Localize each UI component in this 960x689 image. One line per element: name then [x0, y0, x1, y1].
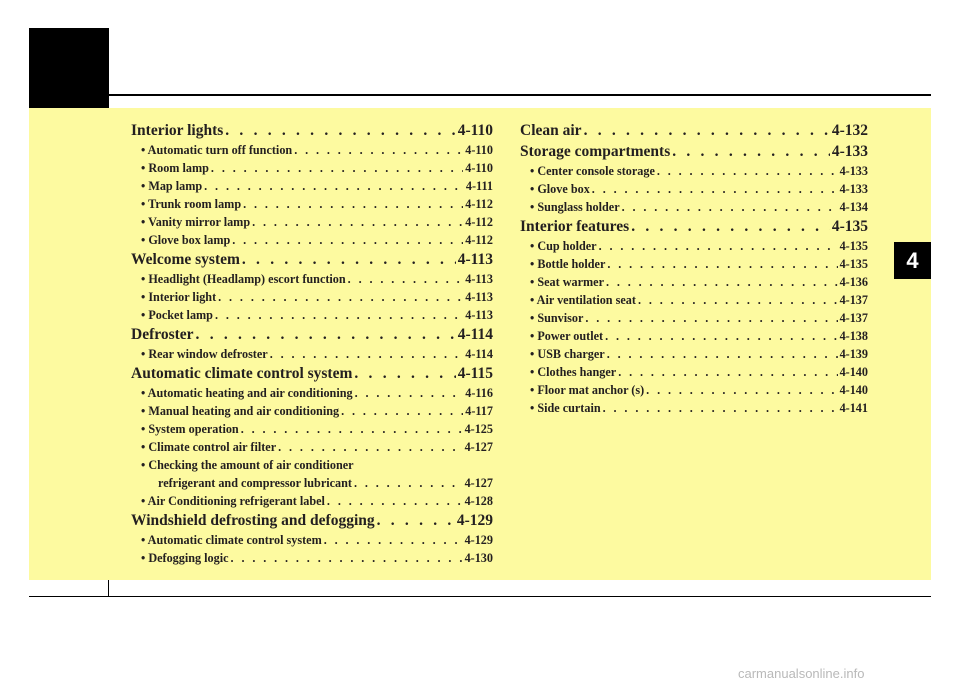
dot-leader	[585, 309, 837, 327]
toc-page-number: 4-114	[457, 326, 493, 343]
toc-entry-title: • Glove box	[530, 182, 590, 196]
toc-subsection-entry[interactable]	[520, 198, 868, 216]
toc-page-number: 4-113	[457, 251, 493, 268]
toc-section-entry[interactable]	[131, 510, 493, 531]
dot-leader	[355, 384, 464, 402]
toc-entry-title: • Headlight (Headlamp) escort function	[141, 272, 346, 286]
toc-subsection-entry[interactable]	[131, 402, 493, 420]
toc-page-number: 4-116	[465, 386, 493, 400]
dot-leader	[204, 177, 464, 195]
toc-subsection-entry[interactable]	[520, 363, 868, 381]
dot-leader	[225, 120, 455, 141]
toc-entry-title: • Manual heating and air conditioning	[141, 404, 340, 418]
dot-leader	[327, 492, 463, 510]
toc-entry-title: Interior features	[520, 218, 630, 235]
toc-entry-title: refrigerant and compressor lubricant	[158, 476, 352, 490]
toc-entry-title: • Center console storage	[530, 164, 655, 178]
toc-page-number: 4-110	[465, 161, 493, 175]
toc-subsection-entry[interactable]	[131, 345, 493, 363]
toc-subsection-entry[interactable]	[131, 270, 493, 288]
watermark: carmanualsonline.info	[738, 666, 865, 681]
toc-entry-title: Defroster	[131, 326, 194, 343]
toc-page-number: 4-140	[839, 383, 868, 397]
toc-page-number: 4-135	[839, 257, 868, 271]
dot-leader	[243, 195, 463, 213]
toc-page-number: 4-140	[839, 365, 868, 379]
toc-page-number: 4-139	[839, 347, 868, 361]
toc-page-number: 4-112	[465, 197, 493, 211]
toc-entry-title: • System operation	[141, 422, 239, 436]
toc-entry-title: • Interior light	[141, 290, 217, 304]
toc-entry-title: • Clothes hanger	[530, 365, 617, 379]
dot-leader	[341, 402, 463, 420]
dot-leader	[599, 237, 838, 255]
toc-page-number: 4-135	[831, 218, 868, 235]
toc-page-number: 4-141	[839, 401, 868, 415]
toc-right-column	[520, 120, 868, 417]
toc-section-entry[interactable]	[520, 120, 868, 141]
toc-entry-title: Welcome system	[131, 251, 240, 268]
toc-entry-title: • Vanity mirror lamp	[141, 215, 251, 229]
toc-subsection-entry[interactable]	[520, 291, 868, 309]
toc-page-number: 4-129	[464, 533, 493, 547]
dot-leader	[618, 363, 837, 381]
toc-entry-title: Storage compartments	[520, 143, 671, 160]
toc-subsection-entry[interactable]	[131, 420, 493, 438]
toc-subsection-entry[interactable]	[131, 213, 493, 231]
dot-leader	[584, 120, 830, 141]
dot-leader	[270, 345, 464, 363]
toc-subsection-entry[interactable]	[131, 141, 493, 159]
dot-leader	[241, 420, 463, 438]
toc-entry-text[interactable]: • Checking the amount of air conditioner	[141, 458, 354, 472]
toc-page-number: 4-113	[465, 272, 493, 286]
toc-page-number: 4-138	[839, 329, 868, 343]
toc-subsection-entry[interactable]	[131, 438, 493, 456]
toc-page-number: 4-113	[465, 308, 493, 322]
toc-entry-title: • Climate control air filter	[141, 440, 277, 454]
toc-page-number: 4-112	[465, 215, 493, 229]
toc-subsection-entry[interactable]	[131, 288, 493, 306]
toc-subsection-entry[interactable]	[131, 474, 493, 492]
toc-entry-title: • Sunvisor	[530, 311, 584, 325]
toc-section-entry[interactable]	[520, 216, 868, 237]
dot-leader	[232, 231, 463, 249]
dot-leader	[638, 291, 838, 309]
dot-leader	[631, 216, 830, 237]
toc-entry-title: • Rear window defroster	[141, 347, 268, 361]
toc-left-column	[131, 120, 493, 567]
toc-subsection-entry[interactable]	[131, 231, 493, 249]
dot-leader	[607, 345, 838, 363]
toc-page-number: 4-114	[465, 347, 493, 361]
toc-entry-title: • Seat warmer	[530, 275, 604, 289]
toc-page-number: 4-127	[464, 476, 493, 490]
toc-entry-title: • Glove box lamp	[141, 233, 231, 247]
dot-leader	[354, 474, 463, 492]
dot-leader	[605, 327, 837, 345]
toc-entry-title: • Trunk room lamp	[141, 197, 242, 211]
toc-entry-title: • Pocket lamp	[141, 308, 213, 322]
toc-section-entry[interactable]	[131, 120, 493, 141]
dot-leader	[354, 363, 455, 384]
toc-entry-title: • Defogging logic	[141, 551, 229, 565]
dot-leader	[657, 162, 838, 180]
toc-page-number: 4-129	[456, 512, 493, 529]
toc-page-number: 4-134	[839, 200, 868, 214]
dot-leader	[646, 381, 837, 399]
toc-entry-title: • Air Conditioning refrigerant label	[141, 494, 325, 508]
dot-leader	[211, 159, 463, 177]
dot-leader	[215, 306, 463, 324]
toc-subsection-entry[interactable]	[131, 549, 493, 567]
toc-section-entry[interactable]	[131, 363, 493, 384]
toc-page-number: 4-115	[457, 365, 493, 382]
toc-page-number: 4-137	[839, 311, 868, 325]
dot-leader	[218, 288, 463, 306]
footer-rule	[29, 596, 931, 597]
header-rule	[108, 94, 931, 96]
toc-section-entry[interactable]	[520, 141, 868, 162]
toc-page-number: 4-136	[839, 275, 868, 289]
toc-entry-title: • Floor mat anchor (s)	[530, 383, 645, 397]
toc-subsection-entry[interactable]	[520, 327, 868, 345]
dot-leader	[252, 213, 463, 231]
toc-page-number: 4-137	[839, 293, 868, 307]
dot-leader	[622, 198, 838, 216]
toc-subsection-entry[interactable]	[520, 237, 868, 255]
toc-entry-title: • Power outlet	[530, 329, 604, 343]
chapter-header-block	[29, 28, 108, 108]
toc-entry-title: • Automatic turn off function	[141, 143, 293, 157]
toc-entry-title: • Automatic climate control system	[141, 533, 322, 547]
toc-entry-title: • Map lamp	[141, 179, 203, 193]
toc-entry-title: • Room lamp	[141, 161, 209, 175]
toc-entry-title: • Air ventilation seat	[530, 293, 636, 307]
toc-page-number: 4-111	[465, 179, 493, 193]
toc-subsection-entry[interactable]	[520, 381, 868, 399]
toc-subsection-entry[interactable]	[131, 531, 493, 549]
toc-page-number: 4-135	[839, 239, 868, 253]
toc-page-number: 4-127	[464, 440, 493, 454]
dot-leader	[603, 399, 838, 417]
toc-subsection-entry[interactable]	[520, 180, 868, 198]
toc-page-number: 4-117	[465, 404, 493, 418]
dot-leader	[377, 510, 455, 531]
toc-entry-title: Windshield defrosting and defogging	[131, 512, 375, 529]
dot-leader	[278, 438, 462, 456]
toc-page-number: 4-128	[464, 494, 493, 508]
toc-subsection-entry[interactable]	[131, 306, 493, 324]
toc-page-number: 4-113	[465, 290, 493, 304]
toc-subsection-entry[interactable]	[131, 177, 493, 195]
chapter-tab[interactable]	[894, 242, 931, 279]
toc-page-number: 4-133	[839, 164, 868, 178]
toc-subsection-entry[interactable]	[520, 255, 868, 273]
toc-subsection-entry[interactable]	[131, 384, 493, 402]
dot-leader	[231, 549, 463, 567]
toc-entry-title: • Cup holder	[530, 239, 597, 253]
toc-subsection-entry[interactable]	[131, 159, 493, 177]
dot-leader	[324, 531, 463, 549]
toc-page-number: 4-130	[464, 551, 493, 565]
toc-subsection-entry[interactable]	[131, 195, 493, 213]
dot-leader	[294, 141, 463, 159]
dot-leader	[592, 180, 838, 198]
toc-subsection-entry[interactable]	[520, 309, 868, 327]
toc-section-entry[interactable]	[131, 249, 493, 270]
toc-page-number: 4-112	[465, 233, 493, 247]
toc-page-number: 4-133	[839, 182, 868, 196]
toc-page-number: 4-110	[457, 122, 493, 139]
dot-leader	[607, 255, 837, 273]
toc-entry-title: • Sunglass holder	[530, 200, 620, 214]
toc-entry-title: • Side curtain	[530, 401, 601, 415]
toc-page-number: 4-132	[831, 122, 868, 139]
toc-section-entry[interactable]	[131, 324, 493, 345]
dot-leader	[348, 270, 464, 288]
dot-leader	[242, 249, 456, 270]
toc-entry-title: Automatic climate control system	[131, 365, 353, 382]
toc-subsection-entry[interactable]	[520, 399, 868, 417]
toc-entry-title: • Bottle holder	[530, 257, 606, 271]
chapter-tab-number: 4	[906, 247, 919, 273]
toc-subsection-entry[interactable]	[520, 162, 868, 180]
toc-page-number: 4-133	[831, 143, 868, 160]
toc-page-number: 4-110	[465, 143, 493, 157]
dot-leader	[672, 141, 830, 162]
toc-subsection-entry[interactable]	[131, 492, 493, 510]
dot-leader	[606, 273, 838, 291]
toc-entry-title: • Automatic heating and air conditioning	[141, 386, 353, 400]
toc-subsection-entry[interactable]	[520, 273, 868, 291]
toc-entry-title: Clean air	[520, 122, 582, 139]
toc-subsection-entry[interactable]	[520, 345, 868, 363]
toc-entry-title: Interior lights	[131, 122, 224, 139]
toc-page-number: 4-125	[464, 422, 493, 436]
dot-leader	[196, 324, 456, 345]
toc-entry-title: • USB charger	[530, 347, 605, 361]
